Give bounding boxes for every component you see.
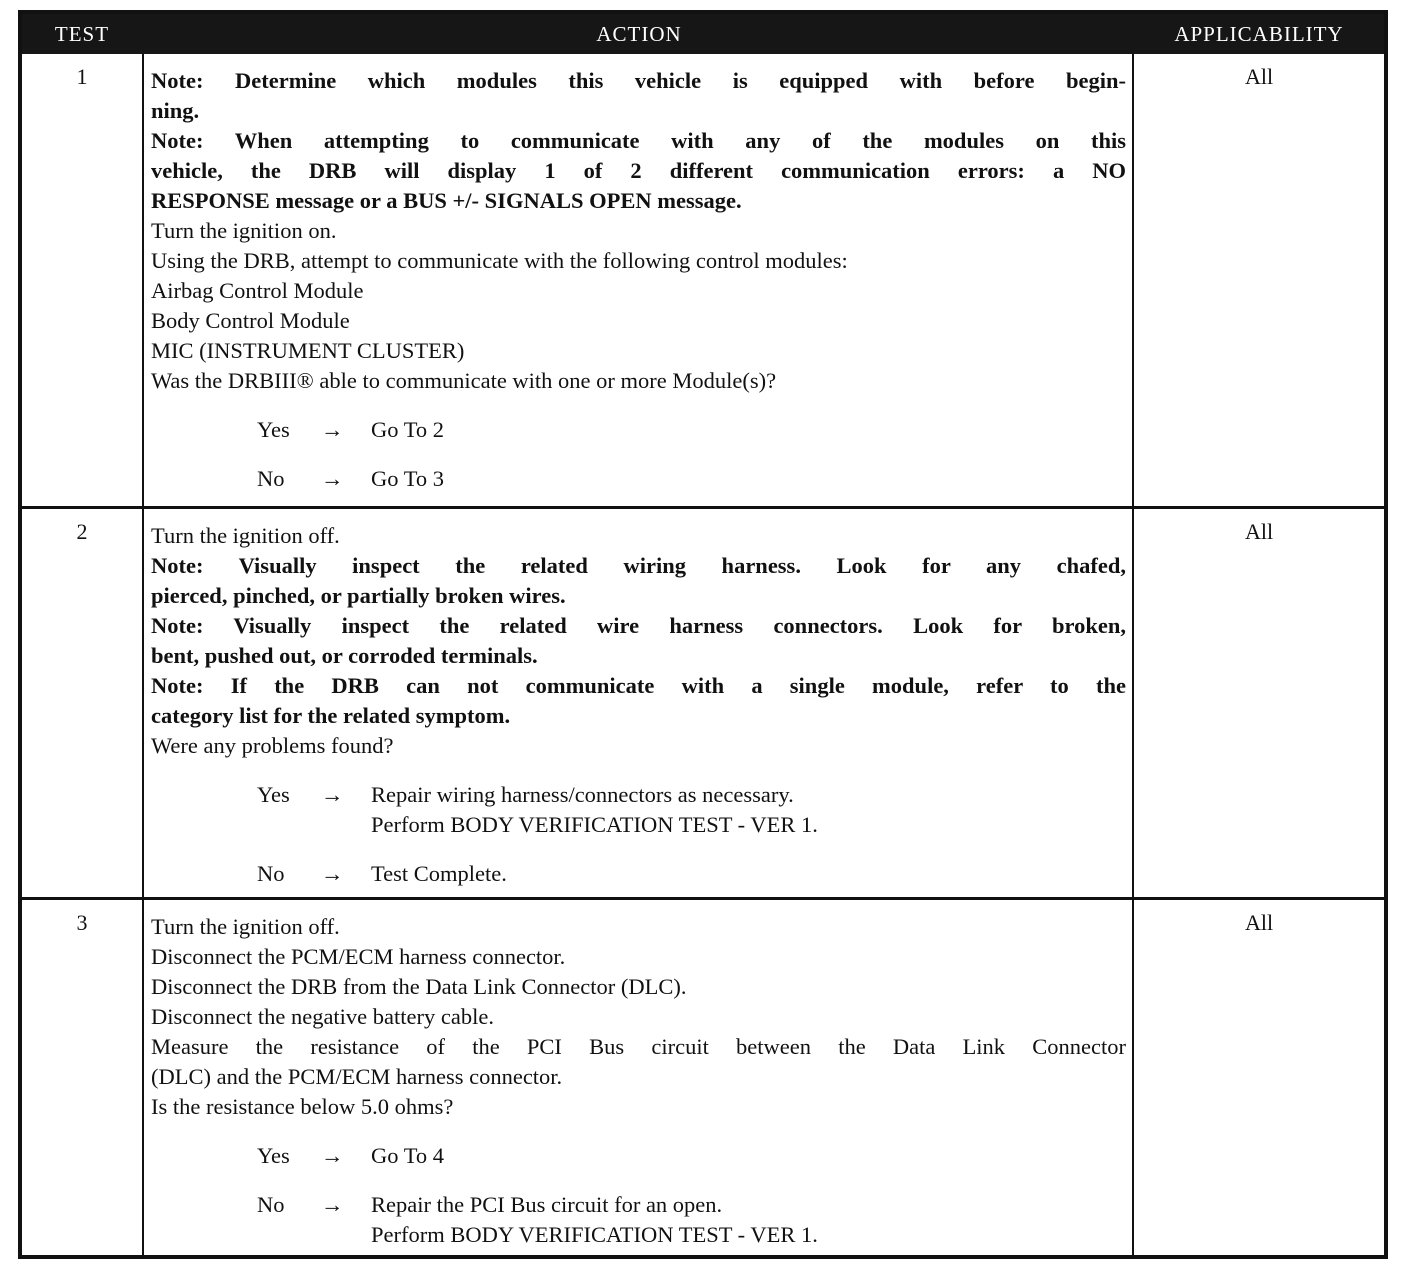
question-line: Is the resistance below 5.0 ohms? (151, 1094, 454, 1119)
note-line: pierced, pinched, or partially broken wires. (151, 583, 566, 608)
arrow-icon: → (321, 782, 344, 807)
arrow-icon: → (321, 466, 344, 491)
table-header (22, 14, 1384, 54)
yes-result: Go To 2 (371, 417, 445, 442)
note-line: bent, pushed out, or corroded terminals. (151, 643, 538, 668)
test-number: 3 (76, 910, 88, 935)
header-action: ACTION (596, 22, 682, 46)
no-result: Go To 3 (371, 466, 445, 491)
arrow-icon: → (321, 417, 344, 442)
column-divider (1132, 900, 1134, 1255)
column-divider (1132, 54, 1134, 506)
step-line: Turn the ignition off. (151, 914, 340, 939)
test-number: 2 (76, 519, 88, 544)
test-number: 1 (76, 64, 88, 89)
arrow-icon: → (321, 861, 344, 886)
column-divider (1132, 509, 1134, 897)
step-line: Body Control Module (151, 308, 350, 333)
no-branch (151, 464, 1126, 494)
no-label: No (257, 861, 285, 886)
no-label: No (257, 466, 285, 491)
action-text (151, 66, 1126, 494)
step-line: Airbag Control Module (151, 278, 364, 303)
note-line: Note: Visually inspect the related wire harness connectors. Look for broken, (151, 613, 1126, 638)
diagnostic-test-table (18, 10, 1388, 1259)
note-line: Note: Visually inspect the related wiring harness. Look for any chafed, (151, 553, 1126, 578)
action-text (151, 912, 1126, 1250)
step-line: (DLC) and the PCM/ECM harness connector. (151, 1064, 563, 1089)
yes-result: Go To 4 (371, 1143, 445, 1168)
no-branch (151, 1190, 1126, 1250)
action-text (151, 521, 1126, 889)
note-line: category list for the related symptom. (151, 703, 511, 728)
applicability-value: All (1244, 519, 1274, 544)
yes-branch (151, 415, 1126, 445)
question-line: Were any problems found? (151, 733, 394, 758)
step-line: Turn the ignition off. (151, 523, 340, 548)
column-divider (142, 509, 144, 897)
column-divider (142, 900, 144, 1255)
test-row-2 (22, 506, 1384, 897)
note-line: RESPONSE message or a BUS +/- SIGNALS OPEN message. (151, 188, 742, 213)
note-line: vehicle, the DRB will display 1 of 2 different communication errors: a NO (151, 158, 1126, 183)
arrow-icon: → (321, 1143, 344, 1168)
no-label: No (257, 1192, 285, 1217)
test-row-3 (22, 897, 1384, 1255)
header-test: TEST (54, 22, 110, 46)
step-line: Using the DRB, attempt to communicate with the following control modules: (151, 248, 848, 273)
arrow-icon: → (321, 1192, 344, 1217)
yes-result: Repair wiring harness/connectors as necessary. (371, 782, 794, 807)
note-line: Note: When attempting to communicate with any of the modules on this (151, 128, 1126, 153)
step-line: Disconnect the negative battery cable. (151, 1004, 494, 1029)
applicability-value: All (1244, 910, 1274, 935)
note-line: ning. (151, 98, 200, 123)
no-branch (151, 859, 1126, 889)
yes-label: Yes (257, 1143, 290, 1168)
step-line: Disconnect the PCM/ECM harness connector. (151, 944, 566, 969)
note-line: Note: If the DRB can not communicate with a single module, refer to the (151, 673, 1126, 698)
column-divider (142, 54, 144, 506)
step-line: Was the DRBIII® able to communicate with one or more Module(s)? (151, 368, 777, 393)
yes-label: Yes (257, 417, 290, 442)
yes-result-2: Perform BODY VERIFICATION TEST - VER 1. (371, 812, 818, 837)
step-line: MIC (INSTRUMENT CLUSTER) (151, 338, 465, 363)
yes-label: Yes (257, 782, 290, 807)
yes-branch (151, 1141, 1126, 1171)
applicability-value: All (1244, 64, 1274, 89)
note-line: Note: Determine which modules this vehicle is equipped with before begin- (151, 68, 1126, 93)
step-line: Disconnect the DRB from the Data Link Connector (DLC). (151, 974, 687, 999)
no-result: Test Complete. (371, 861, 507, 886)
no-result: Repair the PCI Bus circuit for an open. (371, 1192, 723, 1217)
step-line: Turn the ignition on. (151, 218, 337, 243)
test-row-1 (22, 54, 1384, 506)
header-applicability: APPLICABILITY (1174, 22, 1344, 46)
yes-branch (151, 780, 1126, 840)
no-result-2: Perform BODY VERIFICATION TEST - VER 1. (371, 1222, 818, 1247)
step-line: Measure the resistance of the PCI Bus circuit between the Data Link Connector (151, 1034, 1126, 1059)
